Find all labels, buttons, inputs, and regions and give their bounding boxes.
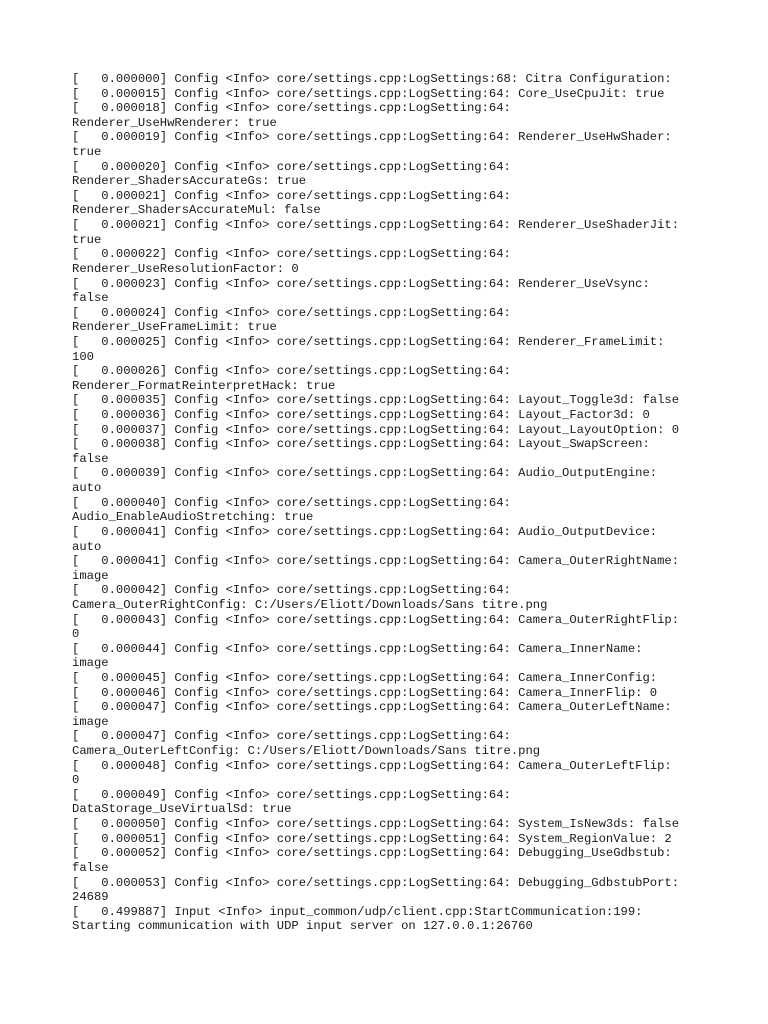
log-line: [ 0.000025] Config <Info> core/settings.cpp:LogSetting:64: Renderer_FrameLimit: xyxy=(72,334,665,349)
log-line: Camera_OuterLeftConfig: C:/Users/Eliott/Downloads/Sans titre.png xyxy=(72,744,541,759)
log-line: [ 0.000045] Config <Info> core/settings.cpp:LogSetting:64: Camera_InnerConfig: xyxy=(72,670,658,685)
log-line: image xyxy=(72,656,109,671)
log-line: [ 0.000022] Config <Info> core/settings.cpp:LogSetting:64: xyxy=(72,247,511,262)
log-line: [ 0.000000] Config <Info> core/settings.cpp:LogSettings:68: Citra Configuration: xyxy=(72,72,672,86)
log-line: auto xyxy=(72,539,102,554)
log-line: [ 0.000015] Config <Info> core/settings.cpp:LogSetting:64: Core_UseCpuJit: true xyxy=(72,86,665,101)
log-output xyxy=(72,72,712,934)
log-line: [ 0.000036] Config <Info> core/settings.cpp:LogSetting:64: Layout_Factor3d: 0 xyxy=(72,408,650,423)
log-line: Renderer_UseFrameLimit: true xyxy=(72,320,277,335)
log-line: image xyxy=(72,568,109,583)
log-line: [ 0.000048] Config <Info> core/settings.cpp:LogSetting:64: Camera_OuterLeftFlip: xyxy=(72,758,672,773)
log-line: [ 0.000042] Config <Info> core/settings.cpp:LogSetting:64: xyxy=(72,583,511,598)
log-line: Camera_OuterRightConfig: C:/Users/Eliott/Downloads/Sans titre.png xyxy=(72,597,548,612)
log-line: 0 xyxy=(72,627,80,642)
log-line: [ 0.000049] Config <Info> core/settings.cpp:LogSetting:64: xyxy=(72,787,511,802)
log-line: [ 0.000041] Config <Info> core/settings.cpp:LogSetting:64: Camera_OuterRightName: xyxy=(72,554,680,569)
log-line: [ 0.000038] Config <Info> core/settings.cpp:LogSetting:64: Layout_SwapScreen: xyxy=(72,437,650,452)
log-line: [ 0.000021] Config <Info> core/settings.cpp:LogSetting:64: Renderer_UseShaderJit: xyxy=(72,218,680,233)
log-line: Starting communication with UDP input server on 127.0.0.1:26760 xyxy=(72,919,533,934)
log-line: [ 0.000053] Config <Info> core/settings.cpp:LogSetting:64: Debugging_GdbstubPort: xyxy=(72,875,680,890)
log-line: Renderer_UseHwRenderer: true xyxy=(72,115,277,130)
log-line: [ 0.000046] Config <Info> core/settings.cpp:LogSetting:64: Camera_InnerFlip: 0 xyxy=(72,685,658,700)
log-line: [ 0.000050] Config <Info> core/settings.cpp:LogSetting:64: System_IsNew3ds: false xyxy=(72,817,680,832)
log-line: false xyxy=(72,451,109,466)
log-line: [ 0.000047] Config <Info> core/settings.cpp:LogSetting:64: Camera_OuterLeftName: xyxy=(72,700,672,715)
log-line: [ 0.000047] Config <Info> core/settings.cpp:LogSetting:64: xyxy=(72,729,511,744)
log-line: [ 0.000023] Config <Info> core/settings.cpp:LogSetting:64: Renderer_UseVsync: xyxy=(72,276,650,291)
log-line: Renderer_ShadersAccurateMul: false xyxy=(72,203,321,218)
log-line: Renderer_FormatReinterpretHack: true xyxy=(72,378,336,393)
log-line: false xyxy=(72,291,109,306)
log-line: true xyxy=(72,232,102,247)
log-line: auto xyxy=(72,481,102,496)
log-line: [ 0.000021] Config <Info> core/settings.cpp:LogSetting:64: xyxy=(72,188,511,203)
log-line: 100 xyxy=(72,349,94,364)
log-line: [ 0.000039] Config <Info> core/settings.cpp:LogSetting:64: Audio_OutputEngine: xyxy=(72,466,658,481)
log-line: [ 0.000019] Config <Info> core/settings.cpp:LogSetting:64: Renderer_UseHwShader: xyxy=(72,130,672,145)
log-line: false xyxy=(72,860,109,875)
log-line: [ 0.000041] Config <Info> core/settings.cpp:LogSetting:64: Audio_OutputDevice: xyxy=(72,524,658,539)
log-line: 24689 xyxy=(72,890,109,905)
log-line: [ 0.000052] Config <Info> core/settings.cpp:LogSetting:64: Debugging_UseGdbstub: xyxy=(72,846,672,861)
log-line: true xyxy=(72,145,102,160)
log-line: 0 xyxy=(72,773,80,788)
log-line: Renderer_ShadersAccurateGs: true xyxy=(72,174,307,189)
log-line: [ 0.000051] Config <Info> core/settings.cpp:LogSetting:64: System_RegionValue: 2 xyxy=(72,831,672,846)
log-line: Renderer_UseResolutionFactor: 0 xyxy=(72,261,299,276)
log-line: [ 0.000026] Config <Info> core/settings.cpp:LogSetting:64: xyxy=(72,364,511,379)
log-line: [ 0.499887] Input <Info> input_common/udp/client.cpp:StartCommunication:199: xyxy=(72,904,643,919)
log-line: [ 0.000020] Config <Info> core/settings.cpp:LogSetting:64: xyxy=(72,159,511,174)
log-line: [ 0.000035] Config <Info> core/settings.cpp:LogSetting:64: Layout_Toggle3d: false xyxy=(72,393,680,408)
log-line: [ 0.000043] Config <Info> core/settings.cpp:LogSetting:64: Camera_OuterRightFlip: xyxy=(72,612,680,627)
log-line: [ 0.000018] Config <Info> core/settings.cpp:LogSetting:64: xyxy=(72,101,511,116)
log-line: DataStorage_UseVirtualSd: true xyxy=(72,802,292,817)
log-line: [ 0.000024] Config <Info> core/settings.cpp:LogSetting:64: xyxy=(72,305,511,320)
log-line: image xyxy=(72,714,109,729)
log-line: Audio_EnableAudioStretching: true xyxy=(72,510,314,525)
log-line: [ 0.000040] Config <Info> core/settings.cpp:LogSetting:64: xyxy=(72,495,511,510)
log-line: [ 0.000037] Config <Info> core/settings.cpp:LogSetting:64: Layout_LayoutOption: 0 xyxy=(72,422,680,437)
log-line: [ 0.000044] Config <Info> core/settings.cpp:LogSetting:64: Camera_InnerName: xyxy=(72,641,643,656)
